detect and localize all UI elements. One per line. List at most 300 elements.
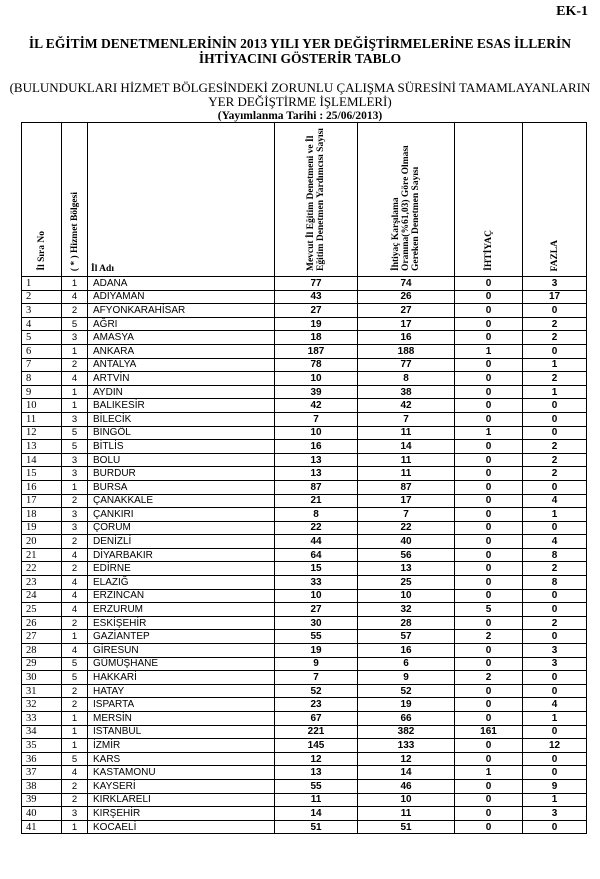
cell-fazla: 0 (523, 603, 587, 617)
table-row (22, 698, 587, 712)
cell-mevcut: 13 (275, 453, 358, 467)
cell-mevcut: 27 (275, 603, 358, 617)
cell-sira: 40 (22, 807, 62, 821)
cell-fazla: 2 (523, 616, 587, 630)
table-row (22, 576, 587, 590)
table-row (22, 277, 587, 291)
cell-il: BOLU (88, 453, 275, 467)
cell-ihtiyac: 0 (455, 453, 523, 467)
cell-il: KASTAMONU (88, 766, 275, 780)
table-row (22, 372, 587, 386)
cell-fazla: 0 (523, 752, 587, 766)
cell-olmasi-gereken: 11 (358, 453, 455, 467)
cell-mevcut: 15 (275, 562, 358, 576)
cell-olmasi-gereken: 56 (358, 548, 455, 562)
cell-mevcut: 11 (275, 793, 358, 807)
cell-bolge: 1 (62, 385, 88, 399)
cell-sira: 12 (22, 426, 62, 440)
cell-il: HAKKARİ (88, 671, 275, 685)
cell-il: KAYSERİ (88, 779, 275, 793)
cell-mevcut: 55 (275, 630, 358, 644)
table-row (22, 712, 587, 726)
cell-ihtiyac: 1 (455, 766, 523, 780)
cell-mevcut: 16 (275, 440, 358, 454)
cell-bolge: 4 (62, 766, 88, 780)
cell-il: ERZİNCAN (88, 589, 275, 603)
cell-sira: 19 (22, 521, 62, 535)
cell-bolge: 5 (62, 426, 88, 440)
cell-mevcut: 43 (275, 290, 358, 304)
cell-olmasi-gereken: 9 (358, 671, 455, 685)
cell-ihtiyac: 0 (455, 616, 523, 630)
cell-olmasi-gereken: 11 (358, 426, 455, 440)
cell-bolge: 4 (62, 603, 88, 617)
cell-il: KIRŞEHİR (88, 807, 275, 821)
document-title: İL EĞİTİM DENETMENLERİNİN 2013 YILI YER DEĞİŞTİRMELERİNE ESAS İLLERİN (28, 36, 572, 51)
cell-bolge: 2 (62, 698, 88, 712)
cell-olmasi-gereken: 7 (358, 412, 455, 426)
cell-il: ÇORUM (88, 521, 275, 535)
table-row (22, 807, 587, 821)
cell-olmasi-gereken: 25 (358, 576, 455, 590)
table-header-row (22, 123, 587, 277)
cell-olmasi-gereken: 42 (358, 399, 455, 413)
cell-il: ÇANKIRI (88, 508, 275, 522)
cell-mevcut: 78 (275, 358, 358, 372)
cell-sira: 13 (22, 440, 62, 454)
cell-sira: 23 (22, 576, 62, 590)
cell-fazla: 0 (523, 304, 587, 318)
cell-il: KARS (88, 752, 275, 766)
table-row (22, 657, 587, 671)
cell-olmasi-gereken: 16 (358, 331, 455, 345)
cell-fazla: 0 (523, 399, 587, 413)
cell-sira: 17 (22, 494, 62, 508)
cell-bolge: 3 (62, 331, 88, 345)
cell-ihtiyac: 0 (455, 290, 523, 304)
cell-mevcut: 12 (275, 752, 358, 766)
cell-il: İSTANBUL (88, 725, 275, 739)
cell-fazla: 0 (523, 684, 587, 698)
cell-il: AĞRI (88, 317, 275, 331)
cell-fazla: 1 (523, 508, 587, 522)
cell-mevcut: 52 (275, 684, 358, 698)
cell-sira: 4 (22, 317, 62, 331)
header-mevcut: Mevcut İl Eğitim Denetmeni ve İl Eğitim Denetmen Yardımcısı Sayısı (275, 123, 358, 277)
header-fazla: FAZLA (523, 123, 587, 277)
header-bolge: ( * ) Hizmet Bölgesi (62, 123, 88, 277)
cell-sira: 18 (22, 508, 62, 522)
cell-olmasi-gereken: 87 (358, 480, 455, 494)
cell-sira: 22 (22, 562, 62, 576)
document-subtitle-line2: YER DEĞİŞTİRME İŞLEMLERİ) (208, 94, 392, 109)
table-row (22, 779, 587, 793)
cell-mevcut: 87 (275, 480, 358, 494)
cell-ihtiyac: 0 (455, 440, 523, 454)
cell-ihtiyac: 2 (455, 630, 523, 644)
cell-fazla: 1 (523, 712, 587, 726)
header-ihtiyac-karsilama: İhtiyaç Karşılama Oranına(%61,03) Göre Olması Gereken Denetmen Sayısı (358, 123, 455, 277)
cell-mevcut: 221 (275, 725, 358, 739)
cell-ihtiyac: 0 (455, 684, 523, 698)
cell-il: BİTLİS (88, 440, 275, 454)
cell-olmasi-gereken: 40 (358, 535, 455, 549)
document-title-line2: İHTİYACINI GÖSTERİR TABLO (198, 51, 402, 66)
cell-ihtiyac: 0 (455, 807, 523, 821)
table-row (22, 589, 587, 603)
table-row (22, 616, 587, 630)
cell-bolge: 1 (62, 725, 88, 739)
table-row (22, 317, 587, 331)
cell-ihtiyac: 0 (455, 712, 523, 726)
cell-il: BURSA (88, 480, 275, 494)
cell-bolge: 4 (62, 644, 88, 658)
cell-sira: 21 (22, 548, 62, 562)
cell-ihtiyac: 0 (455, 589, 523, 603)
cell-fazla: 2 (523, 440, 587, 454)
cell-mevcut: 21 (275, 494, 358, 508)
cell-bolge: 3 (62, 467, 88, 481)
cell-olmasi-gereken: 12 (358, 752, 455, 766)
cell-ihtiyac: 0 (455, 385, 523, 399)
cell-ihtiyac: 5 (455, 603, 523, 617)
cell-mevcut: 77 (275, 277, 358, 291)
cell-bolge: 2 (62, 562, 88, 576)
cell-ihtiyac: 0 (455, 412, 523, 426)
cell-bolge: 3 (62, 453, 88, 467)
cell-il: ARTVİN (88, 372, 275, 386)
cell-il: ELAZIĞ (88, 576, 275, 590)
cell-olmasi-gereken: 32 (358, 603, 455, 617)
cell-olmasi-gereken: 14 (358, 766, 455, 780)
cell-ihtiyac: 0 (455, 317, 523, 331)
cell-bolge: 2 (62, 793, 88, 807)
table-row (22, 630, 587, 644)
table-row (22, 412, 587, 426)
cell-bolge: 1 (62, 712, 88, 726)
cell-mevcut: 39 (275, 385, 358, 399)
cell-il: ERZURUM (88, 603, 275, 617)
cell-olmasi-gereken: 28 (358, 616, 455, 630)
cell-fazla: 0 (523, 630, 587, 644)
cell-sira: 26 (22, 616, 62, 630)
cell-bolge: 5 (62, 671, 88, 685)
cell-bolge: 3 (62, 521, 88, 535)
cell-ihtiyac: 0 (455, 548, 523, 562)
table-row (22, 725, 587, 739)
cell-bolge: 2 (62, 304, 88, 318)
cell-il: BİNGÖL (88, 426, 275, 440)
cell-il: AFYONKARAHİSAR (88, 304, 275, 318)
cell-mevcut: 64 (275, 548, 358, 562)
cell-bolge: 4 (62, 372, 88, 386)
cell-fazla: 12 (523, 739, 587, 753)
table-row (22, 562, 587, 576)
cell-bolge: 3 (62, 508, 88, 522)
cell-il: ADIYAMAN (88, 290, 275, 304)
cell-olmasi-gereken: 17 (358, 317, 455, 331)
cell-sira: 25 (22, 603, 62, 617)
cell-fazla: 0 (523, 426, 587, 440)
table-row (22, 548, 587, 562)
cell-fazla: 4 (523, 698, 587, 712)
table-row (22, 793, 587, 807)
cell-mevcut: 27 (275, 304, 358, 318)
cell-bolge: 1 (62, 344, 88, 358)
cell-bolge: 4 (62, 290, 88, 304)
cell-ihtiyac: 0 (455, 739, 523, 753)
cell-ihtiyac: 2 (455, 671, 523, 685)
header-ihtiyac: İHTİYAÇ (455, 123, 523, 277)
cell-ihtiyac: 0 (455, 372, 523, 386)
cell-olmasi-gereken: 22 (358, 521, 455, 535)
table-row (22, 644, 587, 658)
cell-ihtiyac: 0 (455, 752, 523, 766)
cell-bolge: 2 (62, 616, 88, 630)
cell-mevcut: 42 (275, 399, 358, 413)
cell-olmasi-gereken: 11 (358, 807, 455, 821)
cell-ihtiyac: 0 (455, 399, 523, 413)
cell-fazla: 1 (523, 358, 587, 372)
table-row (22, 358, 587, 372)
cell-olmasi-gereken: 57 (358, 630, 455, 644)
cell-sira: 29 (22, 657, 62, 671)
cell-fazla: 0 (523, 820, 587, 834)
cell-bolge: 1 (62, 480, 88, 494)
table-row (22, 684, 587, 698)
cell-il: ANKARA (88, 344, 275, 358)
cell-ihtiyac: 161 (455, 725, 523, 739)
cell-bolge: 5 (62, 752, 88, 766)
cell-mevcut: 13 (275, 467, 358, 481)
cell-ihtiyac: 0 (455, 508, 523, 522)
cell-fazla: 0 (523, 412, 587, 426)
cell-sira: 10 (22, 399, 62, 413)
cell-mevcut: 9 (275, 657, 358, 671)
province-needs-table (21, 122, 587, 834)
table-row (22, 739, 587, 753)
cell-ihtiyac: 0 (455, 562, 523, 576)
cell-mevcut: 7 (275, 412, 358, 426)
cell-mevcut: 145 (275, 739, 358, 753)
cell-mevcut: 187 (275, 344, 358, 358)
cell-mevcut: 10 (275, 589, 358, 603)
cell-olmasi-gereken: 16 (358, 644, 455, 658)
cell-ihtiyac: 0 (455, 698, 523, 712)
cell-ihtiyac: 0 (455, 480, 523, 494)
cell-ihtiyac: 0 (455, 521, 523, 535)
table-row (22, 521, 587, 535)
table-row (22, 480, 587, 494)
cell-il: HATAY (88, 684, 275, 698)
cell-sira: 20 (22, 535, 62, 549)
table-row (22, 752, 587, 766)
document-subtitle: (BULUNDUKLARI HİZMET BÖLGESİNDEKİ ZORUNLU ÇALIŞMA SÜRESİNİ TAMAMLAYANLARIN (9, 80, 591, 95)
cell-fazla: 2 (523, 372, 587, 386)
cell-mevcut: 51 (275, 820, 358, 834)
cell-mevcut: 30 (275, 616, 358, 630)
cell-mevcut: 44 (275, 535, 358, 549)
table-row (22, 820, 587, 834)
cell-bolge: 1 (62, 630, 88, 644)
cell-bolge: 1 (62, 739, 88, 753)
cell-il: DİYARBAKIR (88, 548, 275, 562)
cell-fazla: 2 (523, 562, 587, 576)
cell-mevcut: 22 (275, 521, 358, 535)
cell-mevcut: 19 (275, 317, 358, 331)
cell-fazla: 0 (523, 480, 587, 494)
cell-fazla: 2 (523, 317, 587, 331)
cell-il: BİLECİK (88, 412, 275, 426)
cell-il: EDİRNE (88, 562, 275, 576)
cell-il: MERSİN (88, 712, 275, 726)
cell-bolge: 1 (62, 820, 88, 834)
table-row (22, 671, 587, 685)
cell-olmasi-gereken: 11 (358, 467, 455, 481)
cell-bolge: 2 (62, 494, 88, 508)
cell-olmasi-gereken: 66 (358, 712, 455, 726)
cell-il: ESKİŞEHİR (88, 616, 275, 630)
cell-sira: 1 (22, 277, 62, 291)
cell-il: İZMİR (88, 739, 275, 753)
table-row (22, 440, 587, 454)
cell-olmasi-gereken: 188 (358, 344, 455, 358)
cell-sira: 16 (22, 480, 62, 494)
cell-mevcut: 8 (275, 508, 358, 522)
cell-sira: 41 (22, 820, 62, 834)
cell-fazla: 1 (523, 385, 587, 399)
cell-il: GAZİANTEP (88, 630, 275, 644)
cell-olmasi-gereken: 10 (358, 589, 455, 603)
cell-ihtiyac: 0 (455, 494, 523, 508)
cell-fazla: 9 (523, 779, 587, 793)
cell-olmasi-gereken: 52 (358, 684, 455, 698)
cell-sira: 14 (22, 453, 62, 467)
cell-ihtiyac: 1 (455, 344, 523, 358)
cell-ihtiyac: 0 (455, 779, 523, 793)
cell-olmasi-gereken: 6 (358, 657, 455, 671)
cell-olmasi-gereken: 77 (358, 358, 455, 372)
cell-mevcut: 14 (275, 807, 358, 821)
cell-bolge: 5 (62, 657, 88, 671)
cell-ihtiyac: 0 (455, 467, 523, 481)
cell-ihtiyac: 0 (455, 535, 523, 549)
cell-il: ISPARTA (88, 698, 275, 712)
cell-sira: 39 (22, 793, 62, 807)
cell-il: ANTALYA (88, 358, 275, 372)
cell-mevcut: 18 (275, 331, 358, 345)
cell-mevcut: 23 (275, 698, 358, 712)
cell-mevcut: 10 (275, 372, 358, 386)
cell-bolge: 5 (62, 440, 88, 454)
cell-bolge: 2 (62, 779, 88, 793)
table-row (22, 453, 587, 467)
table-row (22, 494, 587, 508)
cell-mevcut: 55 (275, 779, 358, 793)
cell-il: DENİZLİ (88, 535, 275, 549)
cell-bolge: 2 (62, 684, 88, 698)
annex-code: EK-1 (556, 4, 588, 19)
cell-olmasi-gereken: 19 (358, 698, 455, 712)
cell-fazla: 1 (523, 793, 587, 807)
cell-mevcut: 13 (275, 766, 358, 780)
table-row (22, 385, 587, 399)
table-row (22, 290, 587, 304)
table-row (22, 603, 587, 617)
cell-ihtiyac: 0 (455, 358, 523, 372)
cell-sira: 7 (22, 358, 62, 372)
cell-fazla: 4 (523, 494, 587, 508)
cell-il: GÜMÜŞHANE (88, 657, 275, 671)
table-row (22, 508, 587, 522)
cell-ihtiyac: 0 (455, 657, 523, 671)
cell-il: KIRKLARELİ (88, 793, 275, 807)
cell-olmasi-gereken: 7 (358, 508, 455, 522)
cell-sira: 35 (22, 739, 62, 753)
cell-il: ÇANAKKALE (88, 494, 275, 508)
cell-olmasi-gereken: 51 (358, 820, 455, 834)
cell-fazla: 2 (523, 467, 587, 481)
cell-sira: 2 (22, 290, 62, 304)
table-row (22, 399, 587, 413)
cell-sira: 9 (22, 385, 62, 399)
cell-sira: 32 (22, 698, 62, 712)
cell-fazla: 3 (523, 657, 587, 671)
cell-bolge: 1 (62, 277, 88, 291)
cell-mevcut: 7 (275, 671, 358, 685)
cell-bolge: 4 (62, 548, 88, 562)
cell-ihtiyac: 0 (455, 304, 523, 318)
cell-il: AMASYA (88, 331, 275, 345)
cell-sira: 11 (22, 412, 62, 426)
table-row (22, 426, 587, 440)
cell-il: ADANA (88, 277, 275, 291)
cell-sira: 34 (22, 725, 62, 739)
cell-fazla: 2 (523, 331, 587, 345)
cell-sira: 30 (22, 671, 62, 685)
cell-il: BURDUR (88, 467, 275, 481)
cell-sira: 24 (22, 589, 62, 603)
cell-ihtiyac: 0 (455, 576, 523, 590)
table-row (22, 766, 587, 780)
cell-il: BALIKESİR (88, 399, 275, 413)
cell-sira: 3 (22, 304, 62, 318)
cell-fazla: 0 (523, 671, 587, 685)
cell-bolge: 3 (62, 412, 88, 426)
table-row (22, 535, 587, 549)
header-il: İl Adı (88, 123, 275, 277)
cell-sira: 36 (22, 752, 62, 766)
cell-il: KOCAELİ (88, 820, 275, 834)
cell-fazla: 0 (523, 344, 587, 358)
publication-date: (Yayımlanma Tarihi : 25/06/2013) (217, 110, 383, 122)
cell-sira: 28 (22, 644, 62, 658)
table-row (22, 331, 587, 345)
cell-fazla: 3 (523, 644, 587, 658)
cell-sira: 37 (22, 766, 62, 780)
cell-olmasi-gereken: 382 (358, 725, 455, 739)
cell-fazla: 17 (523, 290, 587, 304)
cell-sira: 27 (22, 630, 62, 644)
cell-ihtiyac: 0 (455, 331, 523, 345)
cell-fazla: 8 (523, 576, 587, 590)
cell-sira: 31 (22, 684, 62, 698)
cell-mevcut: 33 (275, 576, 358, 590)
cell-olmasi-gereken: 74 (358, 277, 455, 291)
cell-sira: 8 (22, 372, 62, 386)
cell-ihtiyac: 0 (455, 277, 523, 291)
cell-bolge: 2 (62, 358, 88, 372)
